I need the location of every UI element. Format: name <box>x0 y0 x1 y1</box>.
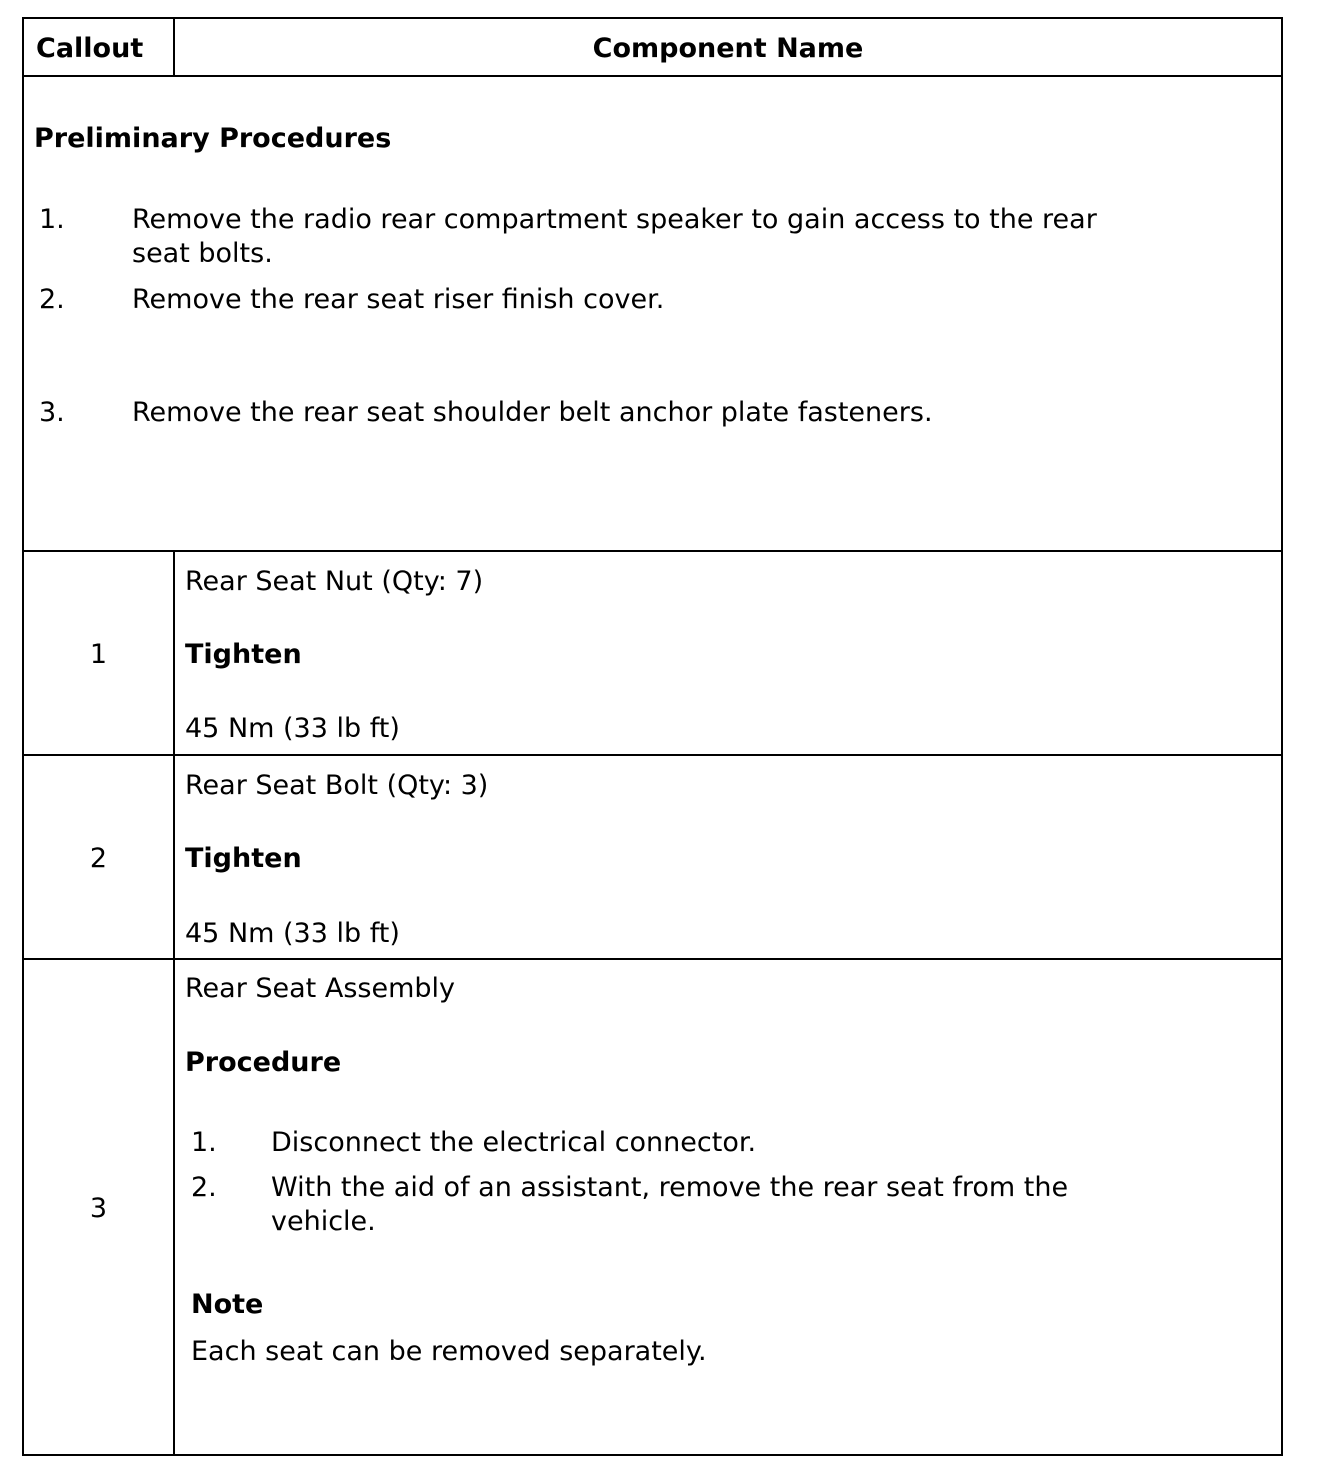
note-title: Note <box>191 1289 264 1320</box>
callout-number: 2 <box>89 843 108 874</box>
header-component-name: Component Name <box>592 33 864 64</box>
component-name: Rear Seat Assembly <box>185 973 455 1004</box>
component-name: Rear Seat Nut (Qty: 7) <box>185 566 484 597</box>
callout-number: 3 <box>89 1193 108 1224</box>
component-name: Rear Seat Bolt (Qty: 3) <box>185 770 489 801</box>
step-number: 2. <box>191 1172 217 1203</box>
step-text: With the aid of an assistant, remove the rear seat from the <box>271 1172 1069 1203</box>
preliminary-title: Preliminary Procedures <box>34 123 392 154</box>
step-text: Disconnect the electrical connector. <box>271 1127 757 1158</box>
torque-spec: 45 Nm (33 lb ft) <box>185 713 400 744</box>
column-divider <box>173 550 175 1456</box>
step-number: 1. <box>39 204 65 235</box>
action-label: Tighten <box>185 843 302 874</box>
row-divider <box>24 550 1281 552</box>
action-label: Procedure <box>185 1047 342 1078</box>
action-label: Tighten <box>185 639 302 670</box>
step-text: Remove the radio rear compartment speaker to gain access to the rear <box>132 204 1097 235</box>
step-text: seat bolts. <box>132 238 273 269</box>
step-number: 3. <box>39 397 65 428</box>
step-number: 1. <box>191 1127 217 1158</box>
torque-spec: 45 Nm (33 lb ft) <box>185 918 400 949</box>
step-text: Remove the rear seat shoulder belt anchor plate fasteners. <box>132 397 933 428</box>
row-divider <box>24 958 1281 960</box>
note-text: Each seat can be removed separately. <box>191 1336 707 1367</box>
step-text: Remove the rear seat riser finish cover. <box>132 284 665 315</box>
component-table <box>22 17 1283 1456</box>
row-divider <box>24 754 1281 756</box>
callout-number: 1 <box>89 639 108 670</box>
header-callout: Callout <box>36 33 144 64</box>
step-text: vehicle. <box>271 1206 376 1237</box>
header-divider <box>24 75 1281 77</box>
step-number: 2. <box>39 284 65 315</box>
